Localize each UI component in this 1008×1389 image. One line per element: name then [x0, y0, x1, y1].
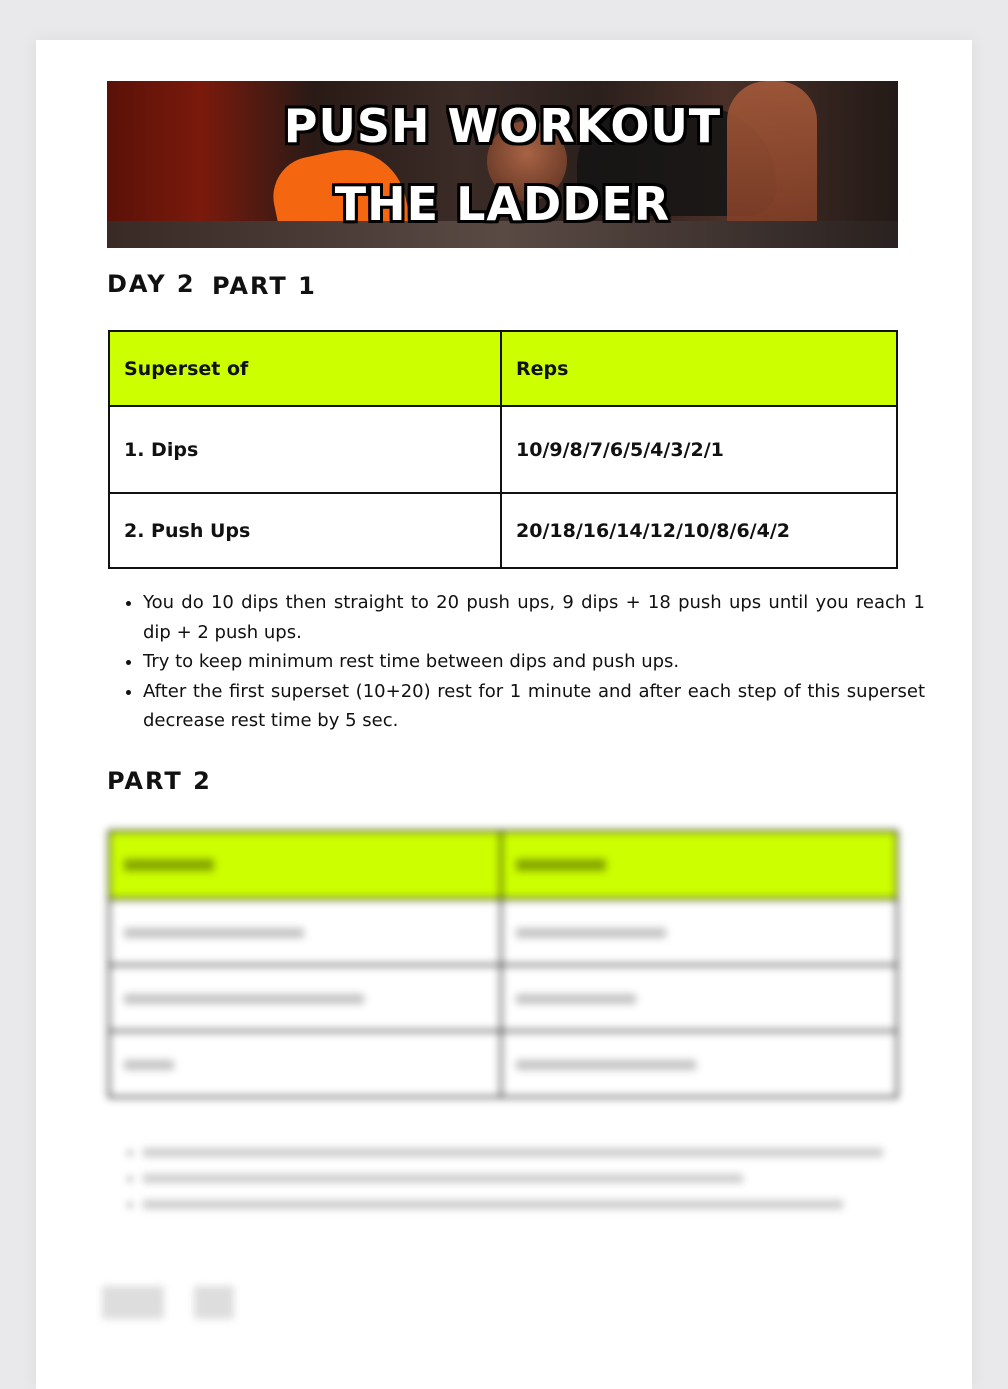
blurred-mark: [194, 1286, 233, 1319]
blurred-footer-marks: [102, 1286, 264, 1319]
table-row: [109, 1031, 897, 1097]
blurred-mark: [102, 1286, 164, 1319]
blurred-exercise-table: [108, 830, 898, 1098]
list-item: [143, 1140, 925, 1166]
header-cell-reps: Reps: [501, 331, 897, 406]
exercise-cell: 2. Push Ups: [109, 493, 501, 568]
banner-title-line-2: THE LADDER: [334, 177, 671, 231]
banner-title-line-1: PUSH WORKOUT: [283, 99, 722, 153]
blurred-cell: [109, 965, 501, 1031]
blurred-header-cell: [501, 831, 897, 899]
blurred-cell: [501, 1031, 897, 1097]
table-row: [109, 493, 897, 568]
list-item: • Try to keep minimum rest time between dips and push ups.: [143, 647, 925, 677]
table-row: [109, 406, 897, 493]
blurred-cell: [109, 899, 501, 965]
blurred-notes-list: [120, 1140, 925, 1218]
day-heading: DAY 2: [107, 270, 196, 298]
part-1-heading: PART 1: [212, 272, 317, 300]
blurred-cell: [501, 965, 897, 1031]
blurred-cell: [501, 899, 897, 965]
blurred-header-cell: [109, 831, 501, 899]
instructions-list: [120, 588, 925, 736]
exercise-cell: 1. Dips: [109, 406, 501, 493]
table-row: [109, 965, 897, 1031]
blurred-cell: [109, 1031, 501, 1097]
table-header-row: [109, 331, 897, 406]
table-header-row: [109, 831, 897, 899]
list-item: [143, 1166, 925, 1192]
part-2-heading: PART 2: [107, 767, 212, 795]
list-item: • You do 10 dips then straight to 20 push ups, 9 dips + 18 push ups until you reach 1 dip + 2 push ups.: [143, 588, 925, 647]
list-item: • After the first superset (10+20) rest for 1 minute and after each step of this superset decrease rest time by 5 sec.: [143, 677, 925, 736]
superset-table: [108, 330, 898, 569]
header-banner-image: [107, 81, 898, 248]
reps-cell: 10/9/8/7/6/5/4/3/2/1: [501, 406, 897, 493]
reps-cell: 20/18/16/14/12/10/8/6/4/2: [501, 493, 897, 568]
header-cell-superset: Superset of: [109, 331, 501, 406]
document-page: [36, 40, 972, 1389]
list-item: [143, 1192, 925, 1218]
table-row: [109, 899, 897, 965]
